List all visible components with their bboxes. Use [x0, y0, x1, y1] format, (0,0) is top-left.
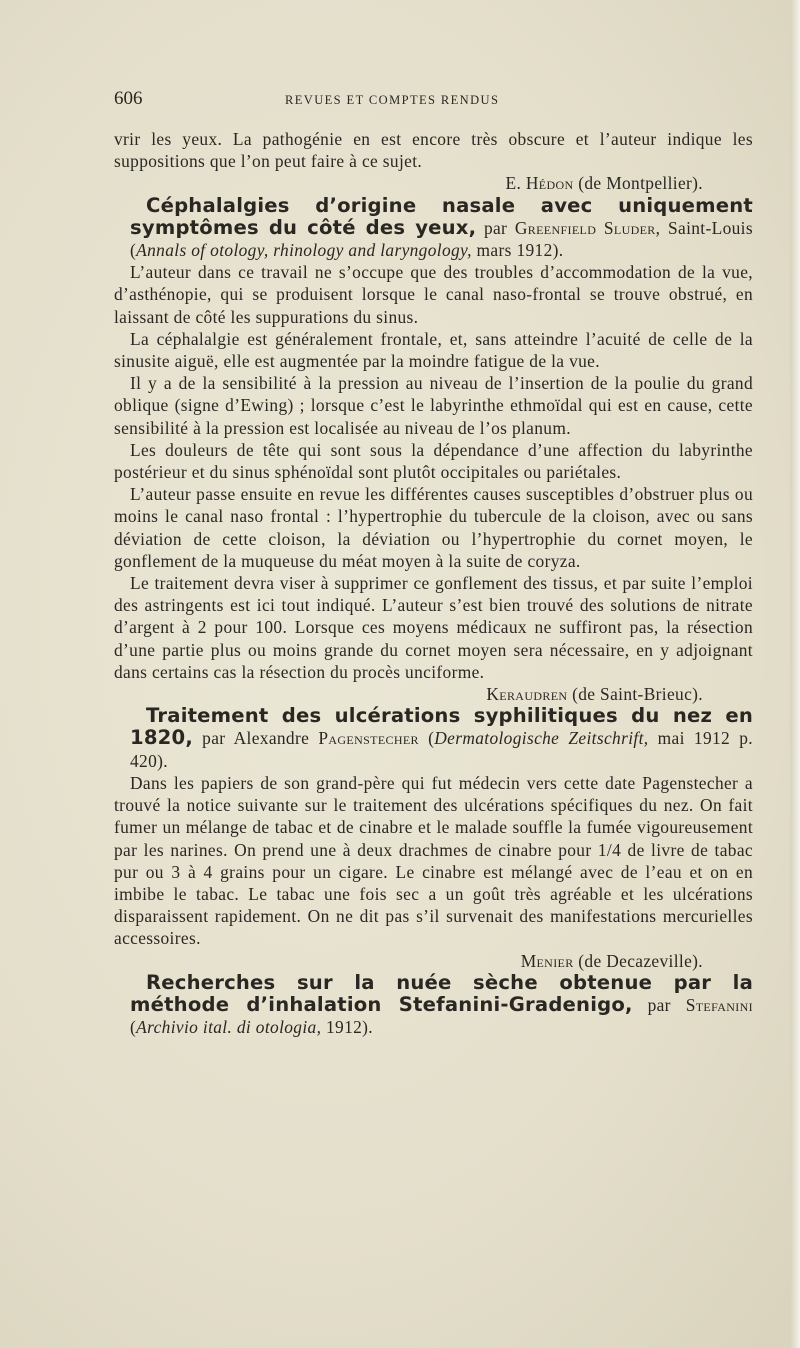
article-author: Pagenstecher [318, 728, 419, 749]
reviewer-name: Keraudren [486, 684, 568, 705]
reviewer-name: E. Hédon [505, 173, 574, 194]
journal-name: Annals of otology, rhinology and laryngology, [136, 240, 472, 261]
journal-open: ( [418, 728, 435, 749]
paragraph: Le traitement devra viser à supprimer ce gonflement des tissus, et par suite l’emploi des astringents est ici tout indiqué. L’auteur s’est bien trouvé des solutions de nitrate d’argent à 2 pour 100. Lorsque ces moyens médicaux ne suffiront pas, la résection d’une partie plus ou moins grande du cornet moyen sera nécessaire, en y adjoignant dans certains cas la résection du procès unciforme. [114, 573, 753, 682]
page-header [114, 88, 554, 112]
journal-open: ( [130, 1017, 137, 1038]
paragraph: La céphalalgie est généralement frontale, et, sans atteindre l’acuité de celle de la sinusite aiguë, elle est augmentée par la moindre fatigue de la vue. [114, 328, 753, 372]
publication-date: 1912). [321, 1017, 373, 1038]
publication-date: mai 1912 p. 420). [130, 728, 754, 771]
reviewer-place: (de Saint-Brieuc). [572, 684, 703, 705]
body-text [114, 128, 753, 1038]
paragraph: L’auteur passe ensuite en revue les différentes causes susceptibles d’obstruer plus ou moins le canal naso frontal : l’hypertrophie du tubercule de la cloison, avec ou sans déviation de cette cloison, la déviation ou l’hypertrophie du cornet moyen, le gonflement de la muqueuse du méat moyen à la suite de coryza. [114, 484, 753, 571]
publication-date: mars 1912). [471, 240, 564, 261]
article-author: Stefanini [685, 994, 753, 1015]
running-title: REVUES ET COMPTES RENDUS [285, 93, 500, 107]
article-title: Céphalalgies d’origine nasale avec uniquement symptômes du côté des yeux, [130, 193, 753, 239]
article-author: Greenfield Sluder [514, 217, 656, 238]
journal-name: Archivio ital. di otologia, [136, 1017, 322, 1038]
reviewer-place: (de Montpellier). [578, 173, 703, 194]
article-title: Traitement des ulcérations syphilitiques du nez en 1820, [130, 704, 753, 750]
review-entry-heading [114, 705, 753, 772]
review-entry-heading [114, 195, 753, 262]
paragraph: L’auteur dans ce travail ne s’occupe que des troubles d’accommodation de la vue, d’asthénopie, qui se produisent lorsque le canal naso-frontal se trouve obstrué, en laissant de côté les suppurations du sinus. [114, 262, 753, 327]
reviewer-signature [114, 950, 753, 972]
paragraph: Dans les papiers de son grand-père qui fut médecin vers cette date Pagenstecher a trouvé la notice suivante sur le traitement des ulcérations spécifiques du nez. On fait fumer un mélange de tabac et de cinabre et le malade souffle la fumée vigoureusement par les narines. On prend une à deux drachmes de cinabre pour 1/4 de livre de tabac pur ou 3 à 4 grains pour un cigare. Le cinabre est mélangé avec de l’eau et on en imbibe le tabac. Le tabac une fois sec a un goût très agréable et les ulcérations disparaissent rapidement. On ne dit pas s’il survenait des manifestations mercurielles accessoires. [114, 772, 753, 949]
author-prefix: par Alexandre [202, 728, 310, 749]
reviewer-place: (de Decazeville). [578, 950, 703, 971]
paragraph: Il y a de la sensibilité à la pression au niveau de l’insertion de la poulie du grand oblique (signe d’Ewing) ; lorsque c’est le labyrinthe ethmoïdal qui est en cause, cette sensibilité à la pression est localisée au niveau de l’os planum. [114, 373, 753, 438]
reviewer-name: Menier [520, 950, 574, 971]
reviewer-signature [114, 683, 753, 705]
page-edge [790, 0, 800, 1348]
author-place: , Saint-Louis ( [130, 217, 753, 261]
paragraph: vrir les yeux. La pathogénie en est encore très obscure et l’auteur indique les suppositions que l’on peut faire à ce sujet. [114, 129, 753, 172]
reviewer-signature [114, 172, 753, 194]
author-prefix: par [647, 994, 671, 1015]
paragraph: Les douleurs de tête qui sont sous la dépendance d’une affection du labyrinthe postérieur et du sinus sphénoïdal sont plutôt occipitales ou pariétales. [114, 439, 753, 483]
review-entry-heading [114, 972, 753, 1039]
article-title: Recherches sur la nuée sèche obtenue par la méthode d’inhalation Stefanini-Gradenigo, [130, 970, 753, 1016]
author-prefix: par [483, 217, 508, 238]
journal-name: Dermatologische Zeitschrift, [434, 728, 649, 749]
page-number: 606 [114, 88, 143, 109]
